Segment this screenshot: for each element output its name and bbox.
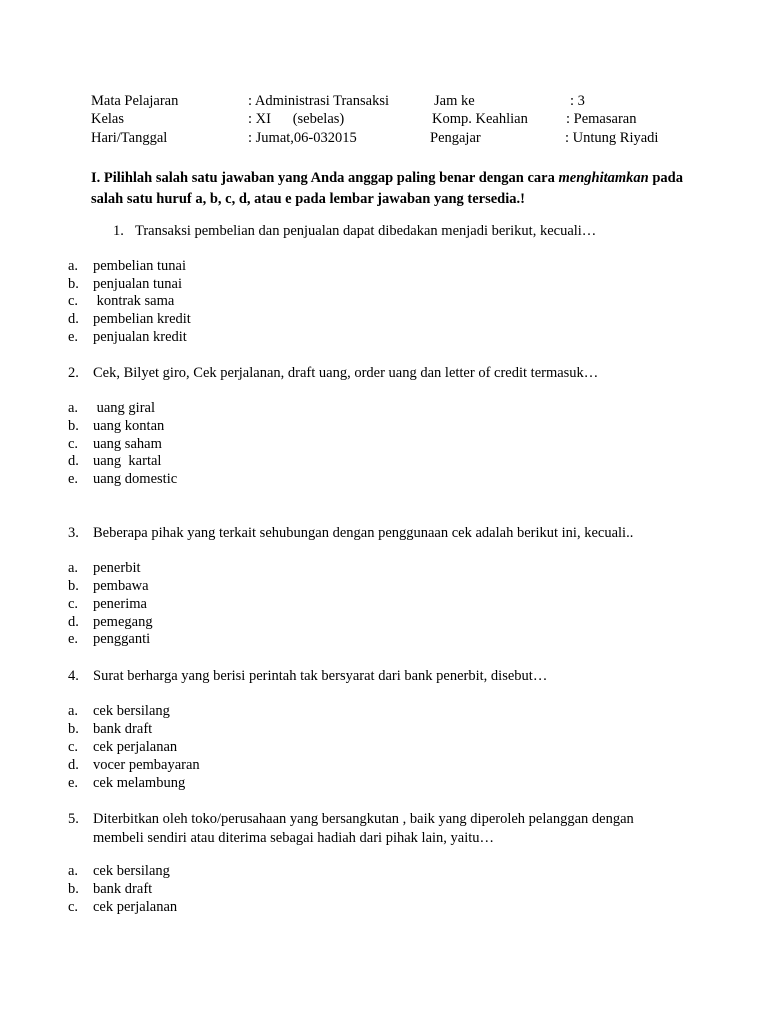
list-item: b. bank draft	[68, 881, 153, 897]
header-value-competency: : Pemasaran	[566, 111, 637, 127]
list-item: c. cek perjalanan	[68, 899, 178, 915]
header-value-hour: : 3	[570, 93, 585, 109]
list-item: c. cek perjalanan	[68, 739, 178, 755]
header-value-class: : XI (sebelas)	[248, 111, 345, 127]
question-5	[68, 810, 634, 828]
question-text: Transaksi pembelian dan penjualan dapat dibedakan menjadi berikut, kecuali…	[135, 223, 597, 239]
instruction-emphasis: menghitamkan	[558, 170, 649, 186]
list-item: b. bank draft	[68, 721, 153, 737]
list-item: b. pembawa	[68, 578, 149, 594]
question-text: Diterbitkan oleh toko/perusahaan yang bersangkutan , baik yang diperoleh pelanggan dengan	[93, 811, 634, 827]
list-item: a. uang giral	[68, 400, 156, 416]
list-item: b. penjualan tunai	[68, 276, 182, 292]
list-item: b. uang kontan	[68, 418, 165, 434]
question-number: 2.	[68, 365, 79, 381]
list-item: c. kontrak sama	[68, 293, 175, 309]
question-number: 4.	[68, 668, 79, 684]
list-item: e. uang domestic	[68, 471, 178, 487]
list-item: e. cek melambung	[68, 775, 186, 791]
header-label-teacher: Pengajar	[430, 130, 481, 146]
instruction-part1: I. Pilihlah salah satu jawaban yang Anda anggap paling benar dengan cara	[91, 170, 559, 186]
header-label-date: Hari/Tanggal	[91, 130, 168, 146]
header-label-hour: Jam ke	[434, 93, 475, 109]
question-2	[68, 364, 598, 382]
header-label-class: Kelas	[91, 111, 125, 127]
question-5-line-2: membeli sendiri atau diterima sebagai hadiah dari pihak lain, yaitu…	[93, 830, 495, 846]
instruction-part2: pada salah satu huruf a, b, c, d, atau e pada lembar jawaban yang tersedia.!	[91, 170, 683, 207]
question-number: 3.	[68, 525, 79, 541]
header-label-competency: Komp. Keahlian	[432, 111, 528, 127]
instruction-text	[91, 168, 691, 210]
question-3	[68, 524, 633, 542]
list-item: a. cek bersilang	[68, 863, 170, 879]
header-label-subject: Mata Pelajaran	[91, 93, 179, 109]
question-number: 1.	[113, 223, 124, 239]
header-value-subject: : Administrasi Transaksi	[248, 93, 389, 109]
question-4	[68, 667, 547, 685]
list-item: d. pemegang	[68, 614, 153, 630]
list-item: e. pengganti	[68, 631, 151, 647]
question-1	[113, 222, 596, 240]
list-item: a. cek bersilang	[68, 703, 170, 719]
header-value-date: : Jumat,06-032015	[248, 130, 357, 146]
question-text: Surat berharga yang berisi perintah tak bersyarat dari bank penerbit, disebut…	[93, 668, 548, 684]
question-number: 5.	[68, 811, 79, 827]
question-text: Beberapa pihak yang terkait sehubungan dengan penggunaan cek adalah berikut ini, kecuali..	[93, 525, 634, 541]
list-item: c. penerima	[68, 596, 147, 612]
list-item: c. uang saham	[68, 436, 162, 452]
list-item: d. vocer pembayaran	[68, 757, 200, 773]
header-value-teacher: : Untung Riyadi	[565, 130, 659, 146]
question-text: Cek, Bilyet giro, Cek perjalanan, draft uang, order uang dan letter of credit termasuk…	[93, 365, 599, 381]
list-item: a. penerbit	[68, 560, 141, 576]
list-item: e. penjualan kredit	[68, 329, 187, 345]
list-item: a. pembelian tunai	[68, 258, 187, 274]
list-item: d. uang kartal	[68, 453, 162, 469]
list-item: d. pembelian kredit	[68, 311, 191, 327]
